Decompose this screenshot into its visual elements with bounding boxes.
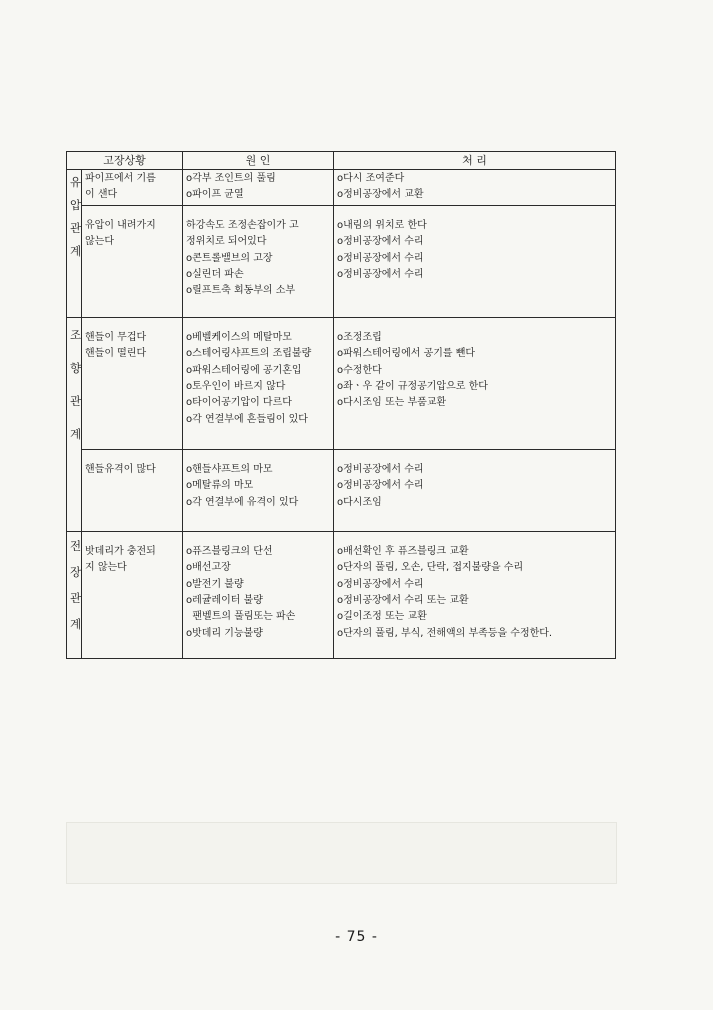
action-cell: o배선확인 후 퓨즈블링크 교환 o단자의 풀림, 오손, 단락, 접지불량을 수리 o정비공장에서 수리 o정비공장에서 수리 또는 교환 o길이조정 또는 교환 o단자의 풀림, 부식, 전해액의 부족등을 수정한다. — [334, 531, 616, 658]
table-row — [67, 531, 616, 658]
cause-cell: 하강속도 조정손잡이가 고 정위치로 되어있다 o콘트롤밸브의 고장 o실린더 파손 o릴프트축 회동부의 소부 — [183, 205, 334, 317]
header-action: 처 리 — [334, 152, 616, 170]
table-row — [67, 317, 616, 449]
page-number: - 75 - — [335, 929, 378, 945]
bleed-through-box — [66, 822, 617, 884]
symptom-cell: 핸들이 무겁다 핸들이 떨린다 — [82, 317, 183, 449]
cause-cell: o각부 조인트의 풀림 o파이프 균열 — [183, 170, 334, 206]
action-cell: o내림의 위치로 한다 o정비공장에서 수리 o정비공장에서 수리 o정비공장에서 수리 — [334, 205, 616, 317]
symptom-cell: 유압이 내려가지 않는다 — [82, 205, 183, 317]
category-electrical: 전 장 관 계 — [67, 531, 82, 658]
table-row — [67, 170, 616, 206]
header-cause: 원 인 — [183, 152, 334, 170]
category-steering: 조 향 관 계 — [67, 317, 82, 531]
action-cell: o다시 조여준다 o정비공장에서 교환 — [334, 170, 616, 206]
action-cell: o조정조립 o파워스테어링에서 공기를 뺀다 o수정한다 o좌ㆍ우 같이 규정공기압으로 한다 o다시조임 또는 부품교환 — [334, 317, 616, 449]
cause-cell: o베벨케이스의 메탈마모 o스테어링샤프트의 조립불량 o파워스테어링에 공기혼입 o토우인이 바르지 않다 o타이어공기압이 다르다 o각 연결부에 흔들림이 있다 — [183, 317, 334, 449]
symptom-cell: 밧데리가 충전되 지 않는다 — [82, 531, 183, 658]
category-hydraulic: 유 압 관 계 — [67, 170, 82, 318]
cause-cell: o핸들샤프트의 마모 o메탈류의 마모 o각 연결부에 유격이 있다 — [183, 449, 334, 531]
table-row — [67, 205, 616, 317]
table-header-row — [67, 152, 616, 170]
table-row — [67, 449, 616, 531]
cause-cell: o퓨즈블링크의 단선 o배선고장 o발전기 불량 o레귤레이터 불량 팬벨트의 풀림또는 파손 o밧데리 기능불량 — [183, 531, 334, 658]
symptom-cell: 핸들유격이 많다 — [82, 449, 183, 531]
symptom-cell: 파이프에서 기름 이 샌다 — [82, 170, 183, 206]
action-cell: o정비공장에서 수리 o정비공장에서 수리 o다시조임 — [334, 449, 616, 531]
troubleshooting-table — [66, 151, 616, 659]
header-situation: 고장상황 — [67, 152, 183, 170]
